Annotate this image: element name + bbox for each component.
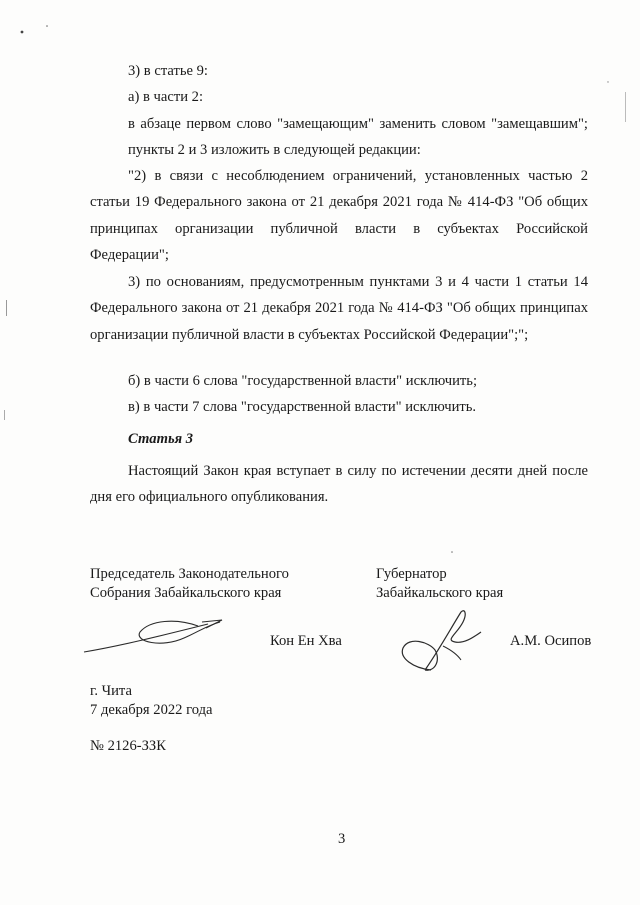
document-number: № 2126-ЗЗК <box>90 738 166 754</box>
left-signatory-name: Кон Ен Хва <box>270 633 342 649</box>
place-and-date: г. Чита 7 декабря 2022 года <box>90 683 213 718</box>
right-signature-image <box>395 606 485 676</box>
right-signatory-name: А.М. Осипов <box>510 633 592 649</box>
paragraph-part7: в) в части 7 слова "государственной власти" исключить. <box>128 399 477 415</box>
paragraph-items-2-3: пункты 2 и 3 изложить в следующей редакции: <box>128 142 421 158</box>
article-text: Настоящий Закон края вступает в силу по истечении десяти дней после дня его официального опубликования. <box>90 463 588 506</box>
article-heading: Статья 3 <box>128 431 194 447</box>
right-signatory-title: Губернатор Забайкальского края <box>376 566 504 601</box>
paragraph-part2: а) в части 2: <box>128 89 204 105</box>
paragraph-item-2: "2) в связи с несоблюдением ограничений, установленных частью 2 статьи 19 Федерального закона от 21 декабря 2021 года № 414-ФЗ "Об общих принципах организации публичной власти в субъектах Российской Федерации"; <box>90 168 588 264</box>
left-signatory-title: Председатель Законодательного Собрания Забайкальского края <box>90 566 289 601</box>
paragraph-replace-word: в абзаце первом слово "замещающим" заменить словом "замещавшим"; <box>128 116 588 132</box>
page-number: 3 <box>338 831 346 847</box>
left-signature-image <box>80 612 240 662</box>
paragraph-part6: б) в части 6 слова "государственной власти" исключить; <box>128 373 478 389</box>
paragraph-article9-intro: 3) в статье 9: <box>128 63 208 79</box>
paragraph-item-3: 3) по основаниям, предусмотренным пунктами 3 и 4 части 1 статьи 14 Федерального закона от 21 декабря 2021 года № 414-ФЗ "Об общих принципах организации публичной власти в субъектах Российской Федерации";"; <box>90 274 588 343</box>
